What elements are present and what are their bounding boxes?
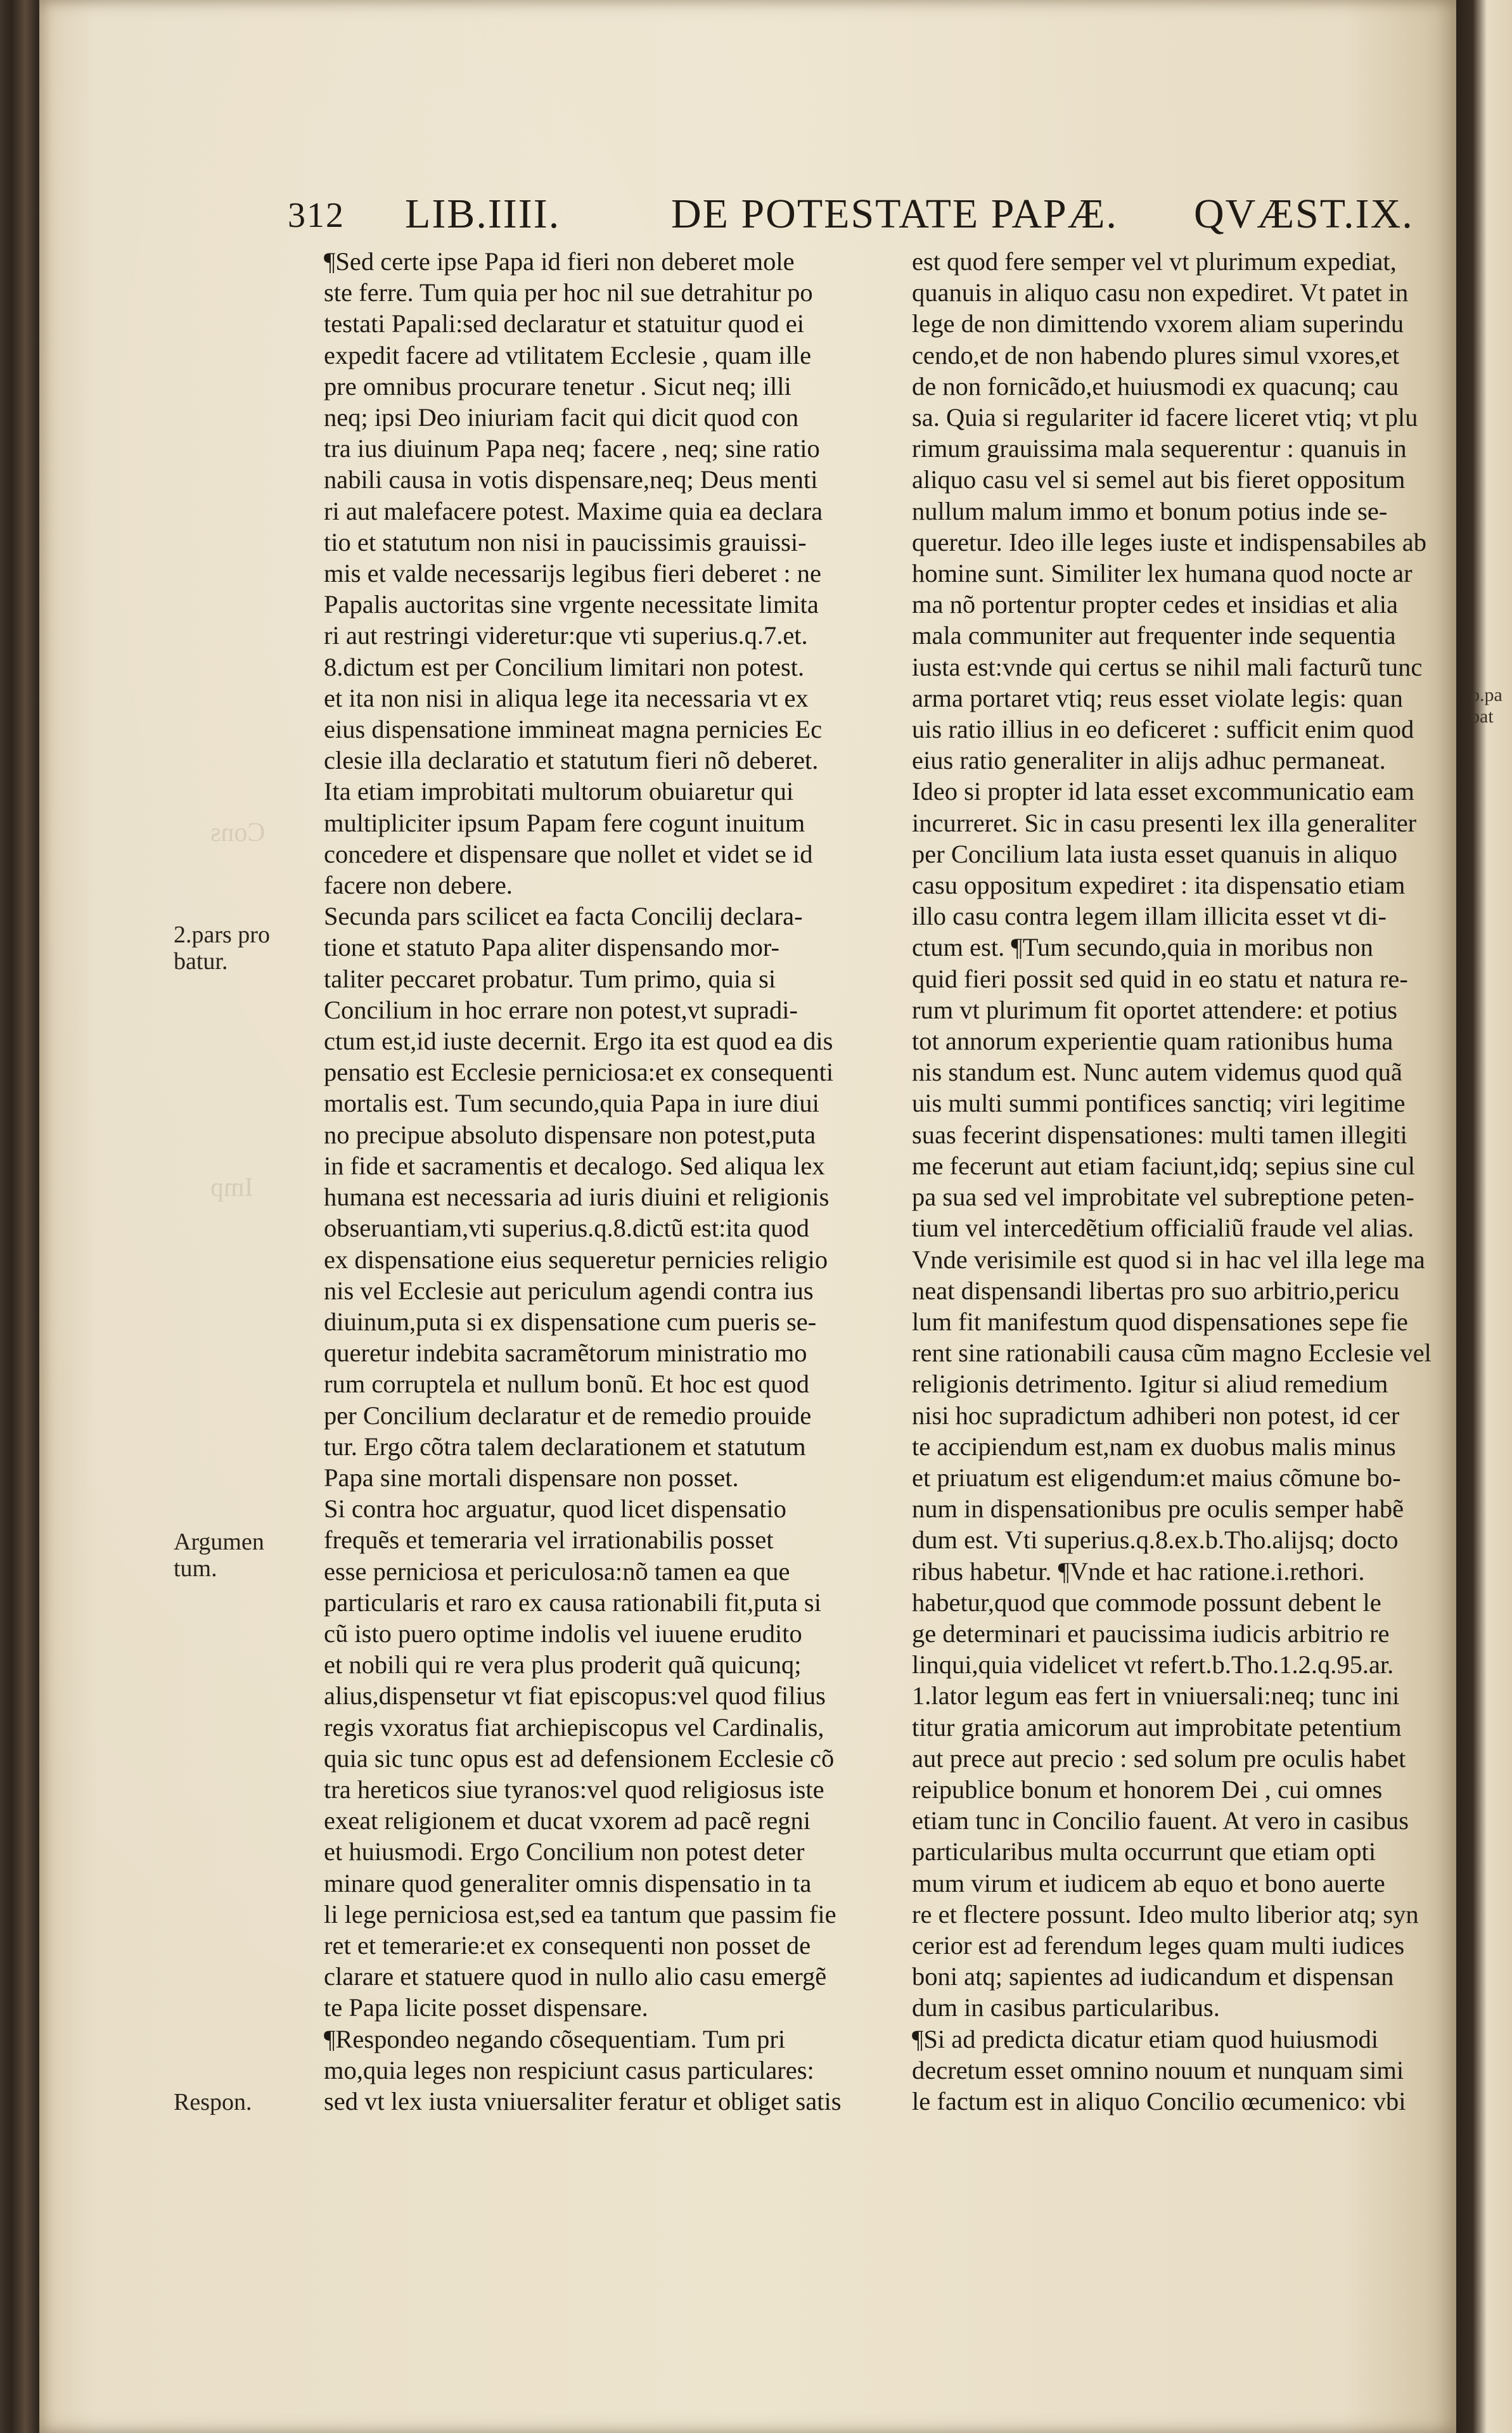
text-line: ribus habetur. ¶Vnde et hac ratione.i.rethori. (912, 1557, 1365, 1586)
text-line: nullum malum immo et bonum potius inde se- (912, 496, 1388, 525)
text-line: linqui,quia videlicet vt refert.b.Tho.1.2.q.95.ar. (912, 1650, 1394, 1679)
text-line: num in dispensationibus pre oculis semper habẽ (912, 1494, 1404, 1524)
text-line: titur gratia amicorum aut improbitate petentium (912, 1712, 1402, 1742)
text-line: mis et valde necessarijs legibus fieri deberet : ne (324, 559, 821, 588)
text-line: pre omnibus procurare tenetur . Sicut neq; illi (324, 371, 791, 401)
text-line: religionis detrimento. Igitur si aliud remedium (912, 1370, 1388, 1399)
text-line: in fide et sacramentis et decalogo. Sed aliqua lex (324, 1151, 825, 1180)
text-line: cerior est ad ferendum leges quam multi iudices (912, 1930, 1405, 1960)
text-line: Papalis auctoritas sine vrgente necessitate limita (324, 590, 819, 619)
text-line: nis standum est. Nunc autem videmus quod quã (912, 1058, 1402, 1087)
book-page (39, 0, 1456, 2433)
text-line: taliter peccaret probatur. Tum primo, quia si (324, 964, 776, 993)
bleed-through: Cons (210, 818, 266, 847)
text-line: mala communiter aut frequenter inde sequentia (912, 621, 1396, 650)
text-line: neq; ipsi Deo iniuriam facit qui dicit quod con (324, 403, 799, 432)
text-line: homine sunt. Similiter lex humana quod nocte ar (912, 559, 1413, 588)
running-header (288, 190, 1416, 241)
text-line: frequẽs et temeraria vel irrationabilis posset (324, 1525, 774, 1555)
margin-note-argumentum: Argumen tum. (174, 1529, 264, 1582)
text-line: rum corruptela et nullum bonũ. Et hoc est quod (324, 1370, 809, 1399)
text-line: regis vxoratus fiat archiepiscopus vel Cardinalis, (324, 1712, 824, 1742)
text-line: te Papa licite posset dispensare. (324, 1993, 648, 2022)
text-line: multipliciter ipsum Papam fere cogunt inuitum (324, 808, 805, 837)
text-line: ex dispensatione eius sequeretur pernicies religio (324, 1245, 828, 1274)
text-line: incurreret. Sic in casu presenti lex illa generaliter (912, 808, 1417, 837)
text-line: uis ratio illius in eo deficeret : sufficit enim quod (912, 715, 1414, 744)
text-line: cũ isto puero optime indolis vel iuuene erudito (324, 1619, 802, 1648)
text-line: me fecerunt aut etiam faciunt,idq; sepius sine cul (912, 1151, 1415, 1180)
text-line: mo,quia leges non respiciunt casus particulares: (324, 2055, 814, 2084)
text-line: rent sine rationabili causa cũm magno Ecclesie vel (912, 1338, 1432, 1368)
text-line: dum in casibus particularibus. (912, 1993, 1220, 2022)
text-line: re et flectere possunt. Ideo multo liberior atq; syn (912, 1899, 1419, 1929)
bleed-through: Imp (210, 1173, 253, 1202)
text-line: Si contra hoc arguatur, quod licet dispensatio (324, 1494, 786, 1524)
text-line: ¶Respondeo negando cõsequentiam. Tum pri (324, 2024, 786, 2053)
text-line: humana est necessaria ad iuris diuini et religionis (324, 1183, 830, 1212)
text-line: decretum esset omnino nouum et nunquam simi (912, 2055, 1404, 2084)
text-line: ¶Si ad predicta dicatur etiam quod huiusmodi (912, 2024, 1378, 2053)
text-line: Ita etiam improbitati multorum obuiaretur qui (324, 777, 794, 806)
text-line: Secunda pars scilicet ea facta Concilij declara- (324, 902, 803, 931)
text-line: illo casu contra legem illam illicita esset vt di- (912, 902, 1387, 931)
text-line: uis multi summi pontifices sanctiq; viri legitime (912, 1089, 1406, 1118)
text-line: queretur indebita sacramẽtorum ministratio mo (324, 1338, 807, 1368)
left-text-column (324, 246, 881, 2117)
margin-note-respon: Respon. (174, 2089, 252, 2115)
text-line: ste ferre. Tum quia per hoc nil sue detrahitur po (324, 278, 813, 307)
text-line: Concilium in hoc errare non potest,vt supradi- (324, 995, 798, 1024)
facing-page-margin-note: p.pa bat (1470, 684, 1502, 727)
text-line: no precipue absoluto dispensare non potest,puta (324, 1120, 816, 1149)
page-number: 312 (288, 196, 345, 235)
text-line: tione et statuto Papa aliter dispensando mor- (324, 933, 780, 962)
text-line: et ita non nisi in aliqua lege ita necessaria vt ex (324, 683, 809, 712)
text-line: dum est. Vti superius.q.8.ex.b.Tho.alijsq; docto (912, 1525, 1399, 1555)
text-line: rimum grauissima mala sequerentur : quanuis in (912, 434, 1407, 463)
text-line: quanuis in aliquo casu non expediret. Vt patet in (912, 278, 1409, 307)
text-line: queretur. Ideo ille leges iuste et indispensabiles ab (912, 527, 1427, 556)
facing-page-edge (1456, 0, 1512, 2433)
text-line: tra ius diuinum Papa neq; facere , neq; sine ratio (324, 434, 820, 463)
text-line: casu oppositum expediret : ita dispensatio etiam (912, 871, 1406, 900)
text-line: Vnde verisimile est quod si in hac vel illa lege ma (912, 1245, 1425, 1274)
text-line: tur. Ergo cõtra talem declarationem et statutum (324, 1432, 806, 1461)
text-line: tot annorum experientie quam rationibus huma (912, 1027, 1393, 1056)
text-line: alius,dispensetur vt fiat episcopus:vel quod filius (324, 1681, 826, 1711)
text-line: diuinum,puta si ex dispensatione cum pueris se- (324, 1307, 817, 1336)
text-line: particularibus multa occurrunt que etiam opti (912, 1837, 1376, 1866)
text-line: aliquo casu vel si semel aut bis fieret oppositum (912, 465, 1406, 494)
text-line: tio et statutum non nisi in paucissimis grauissi- (324, 527, 807, 556)
text-line: facere non debere. (324, 871, 513, 900)
text-line: cendo,et de non habendo plures simul vxores,et (912, 340, 1400, 369)
text-line: tium vel intercedẽtium officialiũ fraude vel alias. (912, 1214, 1414, 1243)
text-line: per Concilium declaratur et de remedio prouide (324, 1401, 812, 1430)
text-line: lege de non dimittendo vxorem aliam superindu (912, 309, 1404, 338)
text-line: nisi hoc supradictum adhiberi non potest, id cer (912, 1401, 1400, 1430)
text-line: quid fieri possit sed quid in eo statu et natura re- (912, 964, 1408, 993)
text-line: ctum est,id iuste decernit. Ergo ita est quod ea dis (324, 1027, 833, 1056)
text-line: mum virum et iudicem ab equo et bono auerte (912, 1868, 1385, 1897)
text-line: rum vt plurimum fit oportet attendere: et potius (912, 995, 1397, 1024)
text-line: 8.dictum est per Concilium limitari non potest. (324, 652, 805, 681)
text-line: ri aut malefacere potest. Maxime quia ea declara (324, 496, 823, 525)
text-line: aut prece aut precio : sed solum pre oculis habet (912, 1743, 1406, 1773)
margin-note-pars2: 2.pars pro batur. (174, 921, 270, 975)
text-line: et huiusmodi. Ergo Concilium non potest deter (324, 1837, 805, 1866)
text-line: clarare et statuere quod in nullo alio casu emergẽ (324, 1962, 827, 1991)
text-line: clesie illa declaratio et statutum fieri nõ deberet. (324, 746, 819, 775)
right-text-column (912, 246, 1442, 2117)
text-line: ¶Sed certe ipse Papa id fieri non deberet mole (324, 247, 795, 276)
text-line: et priuatum est eligendum:et maius cõmune bo- (912, 1463, 1401, 1492)
text-line: arma portaret vtiq; reus esset violate legis: quan (912, 683, 1403, 712)
text-line: mortalis est. Tum secundo,quia Papa in iure diui (324, 1089, 819, 1118)
text-line: sed vt lex iusta vniuersaliter feratur et obliget satis (324, 2086, 842, 2115)
question-label: QVÆST.IX. (1194, 191, 1414, 237)
text-line: nabili causa in votis dispensare,neq; Deus menti (324, 465, 818, 494)
text-line: reipublice bonum et honorem Dei , cui omnes (912, 1775, 1383, 1804)
text-line: ma nõ portentur propter cedes et insidias et alia (912, 590, 1398, 619)
text-line: ri aut restringi videretur:que vti superius.q.7.et. (324, 621, 808, 650)
text-line: lum fit manifestum quod dispensationes sepe fie (912, 1307, 1408, 1336)
text-line: le factum est in aliquo Concilio œcumenico: vbi (912, 2086, 1406, 2115)
text-line: ctum est. ¶Tum secundo,quia in moribus non (912, 933, 1373, 962)
text-line: li lege perniciosa est,sed ea tantum que passim fie (324, 1899, 836, 1929)
text-line: etiam tunc in Concilio fauent. At vero in casibus (912, 1806, 1409, 1835)
text-line: pensatio est Ecclesie perniciosa:et ex consequenti (324, 1058, 834, 1087)
text-line: expedit facere ad vtilitatem Ecclesie , quam ille (324, 340, 812, 369)
text-line: nis vel Ecclesie aut periculum agendi contra ius (324, 1276, 814, 1305)
text-line: quia sic tunc opus est ad defensionem Ecclesie cõ (324, 1743, 835, 1773)
text-line: et nobili qui re vera plus proderit quã quicunq; (324, 1650, 802, 1679)
text-line: de non fornicãdo,et huiusmodi ex quacunq; cau (912, 371, 1399, 401)
book-label: LIB.IIII. (405, 191, 561, 237)
text-line: ret et temerarie:et ex consequenti non posset de (324, 1930, 811, 1960)
text-line: habetur,quod que commode possunt debent le (912, 1588, 1381, 1617)
text-line: particularis et raro ex causa rationabili fit,puta si (324, 1588, 821, 1617)
text-line: exeat religionem et ducat vxorem ad pacẽ regni (324, 1806, 811, 1835)
text-line: Ideo si propter id lata esset excommunicatio eam (912, 777, 1414, 806)
text-line: est quod fere semper vel vt plurimum expediat, (912, 247, 1397, 276)
text-line: per Concilium lata iusta esset quanuis in aliquo (912, 839, 1397, 868)
text-line: boni atq; sapientes ad iudicandum et dispensan (912, 1962, 1394, 1991)
text-line: 1.lator legum eas fert in vniuersali:neq; tunc ini (912, 1681, 1400, 1711)
text-line: ge determinari et paucissima iudicis arbitrio re (912, 1619, 1390, 1648)
text-line: minare quod generaliter omnis dispensatio in ta (324, 1868, 812, 1897)
text-line: te accipiendum est,nam ex duobus malis minus (912, 1432, 1396, 1461)
text-line: suas fecerint dispensationes: multi tamen illegiti (912, 1120, 1407, 1149)
text-line: concedere et dispensare que nollet et videt se id (324, 839, 813, 868)
text-line: iusta est:vnde qui certus se nihil mali facturũ tunc (912, 652, 1423, 681)
text-line: pa sua sed vel improbitate vel subreptione peten- (912, 1183, 1414, 1212)
text-line: tra hereticos siue tyranos:vel quod religiosus iste (324, 1775, 824, 1804)
header-title: DE POTESTATE PAPÆ. (671, 191, 1118, 237)
text-line: neat dispensandi libertas pro suo arbitrio,pericu (912, 1276, 1400, 1305)
text-line: Papa sine mortali dispensare non posset. (324, 1463, 739, 1492)
text-line: testati Papali:sed declaratur et statuitur quod ei (324, 309, 805, 338)
text-line: obseruantiam,vti superius.q.8.dictũ est:ita quod (324, 1214, 809, 1243)
text-line: sa. Quia si regulariter id facere liceret vtiq; vt plu (912, 403, 1418, 432)
text-line: eius ratio generaliter in alijs adhuc permaneat. (912, 746, 1386, 775)
text-line: eius dispensatione immineat magna pernicies Ec (324, 715, 823, 744)
text-line: esse perniciosa et periculosa:nõ tamen ea que (324, 1557, 790, 1586)
